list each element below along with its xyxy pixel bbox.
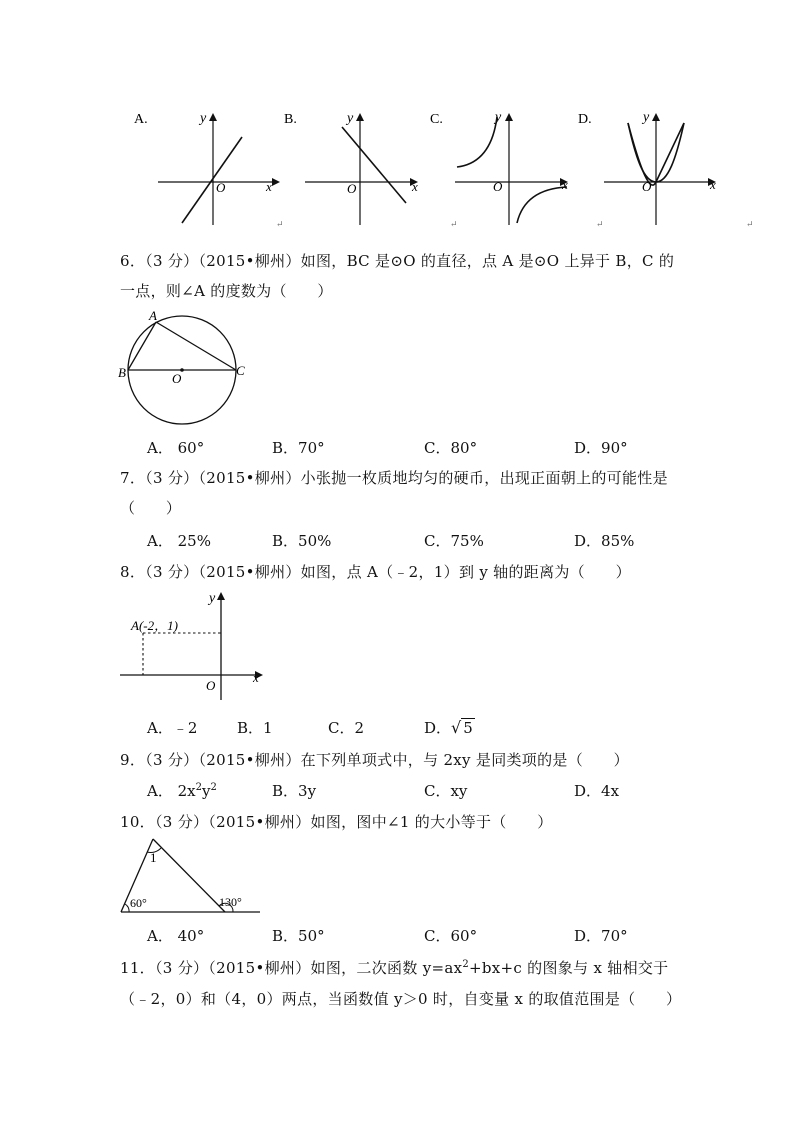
graph-c-y: y <box>495 110 502 125</box>
graph-d-mark: ↵ <box>746 219 754 229</box>
q6-option-d[interactable]: D．90° <box>574 439 628 457</box>
graph-b-mark: ↵ <box>450 219 458 229</box>
q6-option-a[interactable]: A． 60° <box>147 439 205 457</box>
q11-line2: （﹣2，0）和（4，0）两点，当函数值 y＞0 时，自变量 x 的取值范围是（ ） <box>120 990 682 1008</box>
q10-option-d[interactable]: D．70° <box>574 927 628 945</box>
q8-coordinate-figure <box>115 588 275 703</box>
q11-line1-a: 11．（3 分）（2015•柳州）如图，二次函数 y=ax <box>120 959 463 977</box>
graph-c-x: x <box>562 177 568 192</box>
q6-label-a: A <box>149 308 157 323</box>
q5-graph-a <box>130 105 290 230</box>
q8-origin: O <box>206 678 216 693</box>
graph-a-x: x <box>266 179 272 194</box>
q6-line1: 6．（3 分）（2015•柳州）如图，BC 是⊙O 的直径，点 A 是⊙O 上异于 B，C 的 <box>120 252 675 270</box>
q8-axis-y: y <box>209 591 216 606</box>
q6-option-b[interactable]: B．70° <box>272 439 325 457</box>
q10-angle-130: 130° <box>219 895 242 909</box>
q8-option-d[interactable] <box>424 717 475 738</box>
q10-triangle-figure <box>115 834 265 919</box>
graph-a-origin: O <box>216 180 226 195</box>
q10-option-b[interactable]: B．50° <box>272 927 325 945</box>
q7-line2: （ ） <box>120 499 182 517</box>
graph-b-x: x <box>412 179 418 194</box>
q9-option-a-mid: y <box>201 782 211 800</box>
q8-option-a[interactable]: A．﹣2 <box>147 719 198 737</box>
q11-line1 <box>120 957 668 978</box>
q11-line1-b: +bx+c 的图象与 x 轴相交于 <box>469 959 669 977</box>
q7-option-a[interactable]: A． 25% <box>147 532 211 550</box>
graph-b-y: y <box>347 111 354 126</box>
graph-d-y: y <box>643 110 650 125</box>
q10-line1: 10．（3 分）（2015•柳州）如图，图中∠1 的大小等于（ ） <box>120 813 553 831</box>
q9-option-b[interactable]: B．3y <box>272 782 317 800</box>
q9-option-a-sup1: 2 <box>195 782 202 793</box>
q8-option-c[interactable]: C．2 <box>328 719 365 737</box>
q7-option-b[interactable]: B．50% <box>272 532 332 550</box>
q6-line2: 一点，则∠A 的度数为（ ） <box>120 282 333 300</box>
q5-graph-b <box>280 105 458 230</box>
q9-option-a-sup2: 2 <box>210 782 217 793</box>
q8-option-b[interactable]: B．1 <box>237 719 273 737</box>
graph-d-origin: O <box>642 179 652 194</box>
graph-a-label: A. <box>134 112 148 127</box>
graph-d-x: x <box>710 177 716 192</box>
graph-c-label: C. <box>430 112 443 127</box>
graph-a-y: y <box>200 111 207 126</box>
q5-graph-d <box>572 103 757 230</box>
q8-option-d-label: D． <box>424 719 452 737</box>
q6-label-b: B <box>118 365 126 380</box>
q7-line1: 7．（3 分）（2015•柳州）小张抛一枚质地均匀的硬币，出现正面朝上的可能性是 <box>120 469 668 487</box>
q7-option-d[interactable]: D．85% <box>574 532 635 550</box>
sqrt-sign: √ <box>451 718 462 737</box>
q6-label-o: O <box>172 371 182 386</box>
q6-circle-figure <box>112 305 252 430</box>
graph-c-mark: ↵ <box>596 219 604 229</box>
q5-graph-c <box>425 103 604 230</box>
q9-line1: 9．（3 分）（2015•柳州）在下列单项式中，与 2xy 是同类项的是（ ） <box>120 751 629 769</box>
graph-b-label: B. <box>284 112 297 127</box>
q7-option-c[interactable]: C．75% <box>424 532 484 550</box>
graph-c-origin: O <box>493 179 503 194</box>
graph-a-mark: ↵ <box>276 219 284 229</box>
q10-angle-1: 1 <box>150 850 157 865</box>
q10-option-a[interactable]: A． 40° <box>147 927 205 945</box>
q8-axis-x: x <box>253 670 259 685</box>
graph-d-label: D. <box>578 112 592 127</box>
sqrt-radicand: 5 <box>463 719 473 737</box>
q11-sup: 2 <box>462 959 470 970</box>
q10-angle-60: 60° <box>130 896 147 910</box>
q9-option-c[interactable]: C．xy <box>424 782 468 800</box>
q8-point-label: A(-2，1) <box>131 618 178 633</box>
q9-option-a[interactable] <box>147 780 217 801</box>
q6-label-c: C <box>236 363 245 378</box>
graph-b-origin: O <box>347 181 357 196</box>
q6-option-c[interactable]: C．80° <box>424 439 478 457</box>
q10-option-c[interactable]: C．60° <box>424 927 478 945</box>
q8-line1: 8．（3 分）（2015•柳州）如图，点 A（﹣2，1）到 y 轴的距离为（ ） <box>120 563 631 581</box>
q9-option-a-prefix: A． 2x <box>147 782 196 800</box>
q9-option-d[interactable]: D．4x <box>574 782 620 800</box>
